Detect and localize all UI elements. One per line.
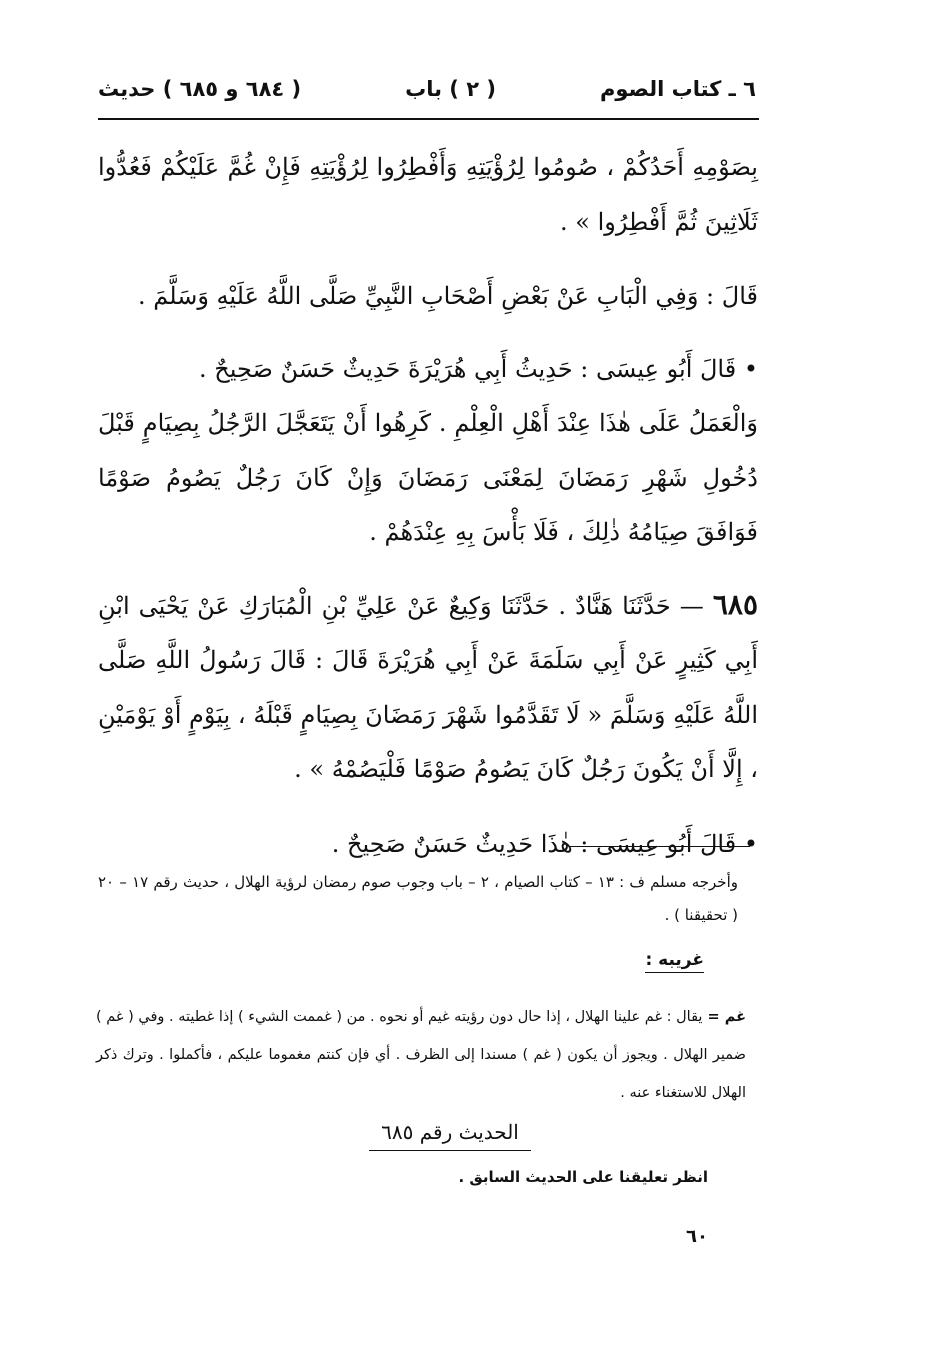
header-chapter: ( ٢ ) باب [405,77,496,101]
gloss-text: يقال : غم علينا الهلال ، إذا حال دون رؤيته غيم أو نحوه . من ( غممت الشيء ) إذا غطيته . وفي ( غم ) ضمير الهلال . ويجوز أن يكون ( غم ) مسندا إلى الظرف . أي فإن كنتم مغموما عليكم ، فأكملوا . وترك ذكر الهلال للاستغناء عنه . [96,1009,746,1101]
gloss-paragraph [96,998,746,1112]
paragraph-hadith-684-end: بِصَوْمِهِ أَحَدُكُمْ ، صُومُوا لِرُؤْيَتِهِ وَأَفْطِرُوا لِرُؤْيَتِهِ فَإِنْ غُمَّ عَلَيْكُمْ فَعُدُّوا ثَلَاثِينَ ثُمَّ أَفْطِرُوا » . [98,153,758,236]
paragraph-amal: وَالْعَمَلُ عَلَى هٰذَا عِنْدَ أَهْلِ الْعِلْمِ . كَرِهُوا أَنْ يَتَعَجَّلَ الرَّجُلُ بِصِيَامٍ قَبْلَ دُخُولِ شَهْرِ رَمَضَانَ لِمَعْنَى رَمَضَانَ وَإِنْ كَانَ رَجُلٌ يَصُومُ صَوْمًا فَوَافَقَ صِيَامُهُ ذٰلِكَ ، فَلَا بَأْسَ بِهِ عِنْدَهُمْ . [98,409,758,546]
hadith-685-text: — حَدَّثَنَا هَنَّادٌ . حَدَّثَنَا وَكِيعٌ عَنْ عَلِيِّ بْنِ الْمُبَارَكِ عَنْ يَحْيَى ابْنِ أَبِي كَثِيرٍ عَنْ أَبِي سَلَمَةَ عَنْ أَبِي هُرَيْرَةَ قَالَ : قَالَ رَسُولُ اللَّهِ صَلَّى اللَّهُ عَلَيْهِ وَسَلَّمَ « لَا تَقَدَّمُوا شَهْرَ رَمَضَانَ بِصِيَامٍ قَبْلَهُ ، بِيَوْمٍ أَوْ يَوْمَيْنِ ، إِلَّا أَنْ يَكُونَ رَجُلٌ كَانَ يَصُومُ صَوْمًا فَلْيَصُمْهُ » . [98,591,758,783]
paragraph-bab: قَالَ : وَفِي الْبَابِ عَنْ بَعْضِ أَصْحَابِ النَّبِيِّ صَلَّى اللَّهُ عَلَيْهِ وَسَلَّمَ . [138,282,758,310]
main-text [98,140,758,871]
gloss-term: غم = [702,1009,746,1025]
subheading-hadith-685: الحديث رقم ٦٨٥ [369,1120,531,1151]
footnote-divider [570,846,750,847]
hadith-number: ٦٨٥ [712,587,758,621]
gharib-gloss [96,998,746,1112]
note-hadith-685: انظر تعليقنا على الحديث السابق . [458,1168,708,1186]
footnote-takhrij: وأخرجه مسلم ف : ١٣ – كتاب الصيام ، ٢ – باب وجوب صوم رمضان لرؤية الهلال ، حديث رقم ١٧ – ٢٠ ( تحقيقنا ) . [98,873,738,924]
paragraph-abu-isa-2: • قَالَ أَبُو عِيسَى : هٰذَا حَدِيثٌ حَسَنٌ صَحِيحٌ . [331,829,758,858]
footnotes [98,866,738,932]
paragraph-abu-isa-1: • قَالَ أَبُو عِيسَى : حَدِيثُ أَبِي هُرَيْرَةَ حَدِيثٌ حَسَنٌ صَحِيحٌ . [199,354,758,383]
header-book-title: ٦ ـ كتاب الصوم [599,77,756,101]
section-subheading [300,1120,600,1151]
header-divider [98,118,759,120]
header-hadith-range: ( ٦٨٤ و ٦٨٥ ) حديث [98,77,302,101]
gharib-heading: غريبه : [645,950,704,973]
page-number: ٦٠ [686,1226,708,1247]
running-header [98,66,756,112]
paragraph-hadith-685 [98,578,758,797]
